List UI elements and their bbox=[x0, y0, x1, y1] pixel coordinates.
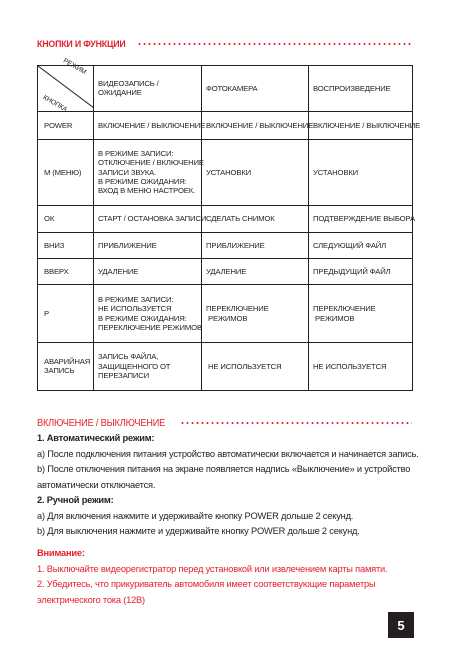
function-cell bbox=[202, 285, 309, 343]
function-cell bbox=[309, 111, 421, 139]
function-text: ЗАЩИЩЕННОГО ОТ bbox=[98, 361, 171, 371]
section-header-buttons bbox=[37, 37, 412, 51]
paragraph-line: b) Для выключения нажмите и удерживайте кнопку POWER дольше 2 секунд. bbox=[37, 526, 360, 536]
page-number: 5 bbox=[388, 612, 414, 638]
table-row bbox=[38, 111, 413, 139]
button-name-cell bbox=[38, 285, 94, 343]
function-text: ПЕРЕКЛЮЧЕНИЕ РЕЖИМОВ bbox=[98, 322, 202, 332]
section-title: ВКЛЮЧЕНИЕ / ВЫКЛЮЧЕНИЕ bbox=[37, 417, 166, 429]
function-cell bbox=[202, 258, 309, 284]
manual-mode-heading: 2. Ручной режим: bbox=[37, 495, 114, 505]
section-title: КНОПКИ И ФУНКЦИИ bbox=[37, 38, 126, 50]
button-name-cell bbox=[38, 342, 94, 390]
dotted-rule bbox=[180, 422, 412, 424]
mode-label: РЕЖИМ bbox=[61, 57, 87, 77]
warning-line: 1. Выключайте видеорегистратор перед установкой или извлечением карты памяти. bbox=[37, 563, 388, 574]
paragraph-line: a) Для включения нажмите и удерживайте кнопку POWER дольше 2 секунд. bbox=[37, 510, 354, 521]
function-text: В РЕЖИМЕ ОЖИДАНИЯ: bbox=[98, 177, 187, 187]
warning-line: 2. Убедитесь, что прикуриватель автомобиля имеет соответствующие параметры bbox=[37, 579, 376, 589]
button-name: ВВЕРХ bbox=[44, 266, 69, 276]
button-name: ЗАПИСЬ bbox=[44, 366, 75, 376]
function-text: ВКЛЮЧЕНИЕ / ВЫКЛЮЧЕНИЕ bbox=[313, 120, 421, 130]
function-text: СТАРТ / ОСТАНОВКА ЗАПИСИ bbox=[98, 213, 207, 223]
header-video: ВИДЕОЗАПИСЬ / ОЖИДАНИЕ bbox=[94, 66, 202, 112]
header-playback: ВОСПРОИЗВЕДЕНИЕ bbox=[309, 66, 413, 112]
function-cell bbox=[94, 205, 207, 232]
function-text: РЕЖИМОВ bbox=[313, 313, 355, 323]
header-photo: ФОТОКАМЕРА bbox=[202, 66, 309, 112]
paragraph-line: автоматически отключается. bbox=[37, 479, 156, 490]
function-text: ПРИБЛИЖЕНИЕ bbox=[206, 240, 265, 250]
paragraph-line: b) После отключения питания на экране появляется надпись «Выключение» и устройство bbox=[37, 464, 411, 474]
button-name-cell bbox=[38, 111, 94, 139]
function-text: В РЕЖИМЕ ЗАПИСИ: bbox=[98, 148, 174, 158]
function-text: УСТАНОВКИ bbox=[206, 167, 252, 177]
function-cell bbox=[309, 232, 413, 258]
function-text: ОТКЛЮЧЕНИЕ / ВКЛЮЧЕНИЕ bbox=[98, 158, 204, 168]
table-header-row bbox=[38, 66, 413, 112]
manual-mode-block bbox=[37, 493, 417, 540]
paragraph-line: a) После подключения питания устройство автоматически включается и начинается запись. bbox=[37, 448, 419, 459]
function-cell bbox=[202, 111, 314, 139]
function-text: ПЕРЕКЛЮЧЕНИЕ bbox=[206, 304, 269, 314]
function-text: ПОДТВЕРЖДЕНИЕ ВЫБОРА bbox=[313, 213, 415, 223]
warning-block bbox=[37, 546, 417, 608]
function-text: ВКЛЮЧЕНИЕ / ВЫКЛЮЧЕНИЕ bbox=[206, 120, 314, 130]
button-name-cell bbox=[38, 140, 94, 205]
function-text: ПРЕДЫДУЩИЙ ФАЙЛ bbox=[313, 266, 391, 276]
button-name-cell bbox=[38, 205, 94, 232]
buttons-functions-table bbox=[37, 57, 421, 391]
function-text: В РЕЖИМЕ ЗАПИСИ: bbox=[98, 294, 174, 304]
function-cell bbox=[309, 140, 413, 205]
function-cell bbox=[94, 140, 202, 205]
function-cell bbox=[94, 342, 202, 390]
function-text: УСТАНОВКИ bbox=[313, 167, 359, 177]
dotted-rule bbox=[137, 43, 412, 45]
section-header-power bbox=[37, 416, 412, 430]
function-cell bbox=[202, 232, 309, 258]
function-cell bbox=[94, 232, 202, 258]
button-name: ОК bbox=[44, 213, 55, 223]
button-name: ВНИЗ bbox=[44, 240, 65, 250]
function-text: ПРИБЛИЖЕНИЕ bbox=[98, 240, 157, 250]
function-text: УДАЛЕНИЕ bbox=[98, 266, 139, 276]
function-text: ЗАПИСИ ЗВУКА. bbox=[98, 167, 157, 177]
function-text: ВКЛЮЧЕНИЕ / ВЫКЛЮЧЕНИЕ bbox=[98, 120, 206, 130]
corner-cell bbox=[38, 57, 94, 114]
function-text: НЕ ИСПОЛЬЗУЕТСЯ bbox=[98, 304, 172, 314]
warning-heading: Внимание: bbox=[37, 548, 85, 558]
function-cell bbox=[309, 342, 413, 390]
function-text: ЗАПИСЬ ФАЙЛА, bbox=[98, 352, 159, 362]
function-cell bbox=[94, 285, 202, 343]
function-cell bbox=[309, 205, 413, 232]
table-row bbox=[38, 285, 413, 343]
table-row bbox=[38, 258, 413, 284]
function-cell bbox=[202, 140, 309, 205]
function-text: УДАЛЕНИЕ bbox=[206, 266, 247, 276]
button-name: М (МЕНЮ) bbox=[44, 167, 82, 177]
table-row bbox=[38, 342, 413, 390]
function-cell bbox=[202, 342, 309, 390]
function-cell bbox=[202, 205, 309, 232]
function-text: НЕ ИСПОЛЬЗУЕТСЯ bbox=[206, 361, 282, 371]
table-row bbox=[38, 140, 413, 205]
warning-line: электрического тока (12В) bbox=[37, 594, 145, 605]
function-text: ВХОД В МЕНЮ НАСТРОЕК. bbox=[98, 186, 196, 196]
button-name: POWER bbox=[44, 120, 73, 130]
function-text: СДЕЛАТЬ СНИМОК bbox=[206, 213, 275, 223]
auto-mode-block bbox=[37, 431, 417, 493]
function-text: В РЕЖИМЕ ОЖИДАНИЯ: bbox=[98, 313, 187, 323]
auto-mode-heading: 1. Автоматический режим: bbox=[37, 433, 155, 443]
function-cell bbox=[94, 258, 202, 284]
table-row bbox=[38, 232, 413, 258]
function-text: НЕ ИСПОЛЬЗУЕТСЯ bbox=[313, 361, 387, 371]
button-name: Р bbox=[44, 308, 49, 318]
function-cell bbox=[309, 285, 413, 343]
function-text: РЕЖИМОВ bbox=[206, 313, 248, 323]
button-name-cell bbox=[38, 258, 94, 284]
function-text: ПЕРЕКЛЮЧЕНИЕ bbox=[313, 304, 376, 314]
function-cell bbox=[309, 258, 413, 284]
button-label: КНОПКА bbox=[41, 93, 69, 114]
button-name: АВАРИЙНАЯ bbox=[44, 357, 91, 367]
table-row bbox=[38, 205, 413, 232]
button-name-cell bbox=[38, 232, 94, 258]
function-cell bbox=[94, 111, 206, 139]
function-text: СЛЕДУЮЩИЙ ФАЙЛ bbox=[313, 240, 387, 250]
function-text: ПЕРЕЗАПИСИ bbox=[98, 371, 150, 381]
